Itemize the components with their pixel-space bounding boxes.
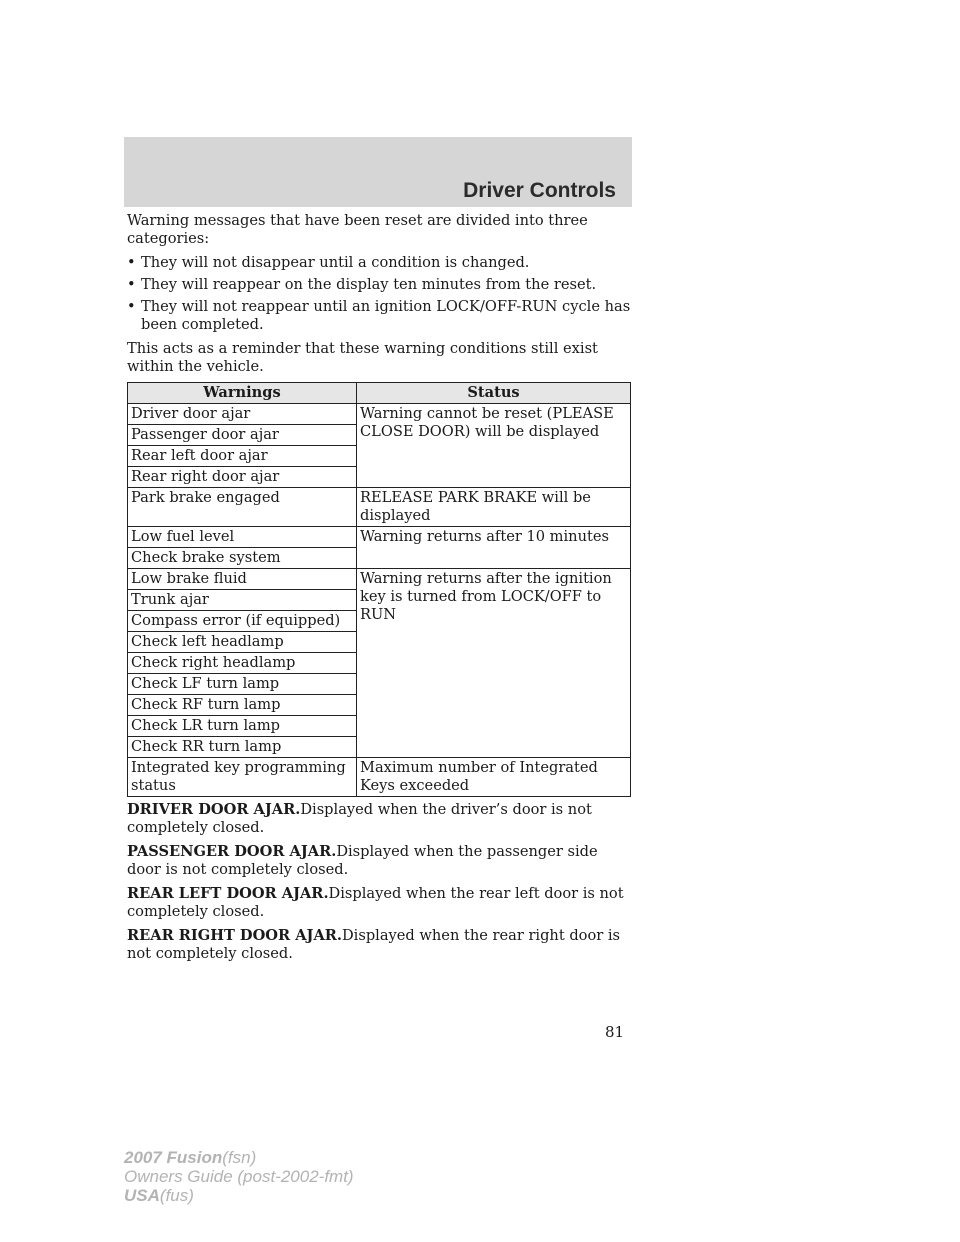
description-term: REAR RIGHT DOOR AJAR. — [127, 927, 342, 944]
description-text: Displayed when the driver’s door is not completely closed. — [127, 801, 592, 836]
page-number: 81 — [605, 1023, 625, 1041]
footer-model: 2007 Fusion — [124, 1148, 223, 1167]
status-cell: Warning returns after 10 minutes — [357, 527, 631, 569]
warnings-table — [127, 382, 631, 797]
description-text: Displayed when the rear left door is not completely closed. — [127, 885, 624, 920]
list-item: • They will not reappear until an ignition LOCK/OFF-RUN cycle has been completed. — [127, 298, 632, 334]
table-row — [128, 569, 631, 590]
column-header-status: Status — [357, 383, 631, 404]
list-item: • They will reappear on the display ten minutes from the reset. — [127, 276, 632, 294]
table-header-row — [128, 383, 631, 404]
page-content — [127, 212, 632, 969]
warning-cell: Park brake engaged — [128, 488, 357, 527]
warning-cell: Low fuel level — [128, 527, 357, 548]
description-driver-door — [127, 801, 632, 837]
table-row — [128, 527, 631, 548]
description-term: DRIVER DOOR AJAR. — [127, 801, 301, 818]
table-row — [128, 404, 631, 425]
list-item: • They will not disappear until a condition is changed. — [127, 254, 632, 272]
warning-cell: Driver door ajar — [128, 404, 357, 425]
footer-market: USA — [124, 1186, 160, 1205]
intro-paragraph: Warning messages that have been reset are divided into three categories: — [127, 212, 588, 247]
document-footer — [124, 1148, 354, 1205]
category-list — [127, 254, 632, 334]
description-text: Displayed when the rear right door is not completely closed. — [127, 927, 621, 962]
warning-cell: Trunk ajar — [128, 590, 357, 611]
column-header-warnings: Warnings — [128, 383, 357, 404]
reminder-paragraph: This acts as a reminder that these warning conditions still exist within the vehicle. — [127, 340, 598, 375]
section-title: Driver Controls — [463, 179, 616, 202]
description-rear-right-door — [127, 927, 632, 963]
footer-market-code: (fus) — [159, 1186, 194, 1205]
footer-line — [124, 1186, 354, 1205]
warning-cell: Check LR turn lamp — [128, 716, 357, 737]
warning-cell: Rear right door ajar — [128, 467, 357, 488]
warning-cell: Check left headlamp — [128, 632, 357, 653]
warning-cell: Check brake system — [128, 548, 357, 569]
status-cell: Warning cannot be reset (PLEASE CLOSE DOOR) will be displayed — [357, 404, 631, 488]
warning-cell: Check RF turn lamp — [128, 695, 357, 716]
status-cell: Maximum number of Integrated Keys exceeded — [357, 758, 631, 797]
description-term: REAR LEFT DOOR AJAR. — [127, 885, 329, 902]
table-row — [128, 758, 631, 797]
warning-cell: Low brake fluid — [128, 569, 357, 590]
warning-cell: Integrated key programming status — [128, 758, 357, 797]
description-text: Displayed when the passenger side door is not completely closed. — [127, 843, 598, 878]
warning-cell: Check right headlamp — [128, 653, 357, 674]
section-header-band — [124, 137, 632, 207]
table-row — [128, 488, 631, 527]
status-cell: RELEASE PARK BRAKE will be displayed — [357, 488, 631, 527]
description-term: PASSENGER DOOR AJAR. — [127, 843, 337, 860]
footer-model-code: (fsn) — [222, 1148, 257, 1167]
status-cell: Warning returns after the ignition key is turned from LOCK/OFF to RUN — [357, 569, 631, 758]
description-rear-left-door — [127, 885, 632, 921]
warning-cell: Check LF turn lamp — [128, 674, 357, 695]
footer-line — [124, 1148, 354, 1167]
description-passenger-door — [127, 843, 632, 879]
footer-line: Owners Guide (post-2002-fmt) — [124, 1167, 354, 1186]
warning-cell: Rear left door ajar — [128, 446, 357, 467]
warning-cell: Passenger door ajar — [128, 425, 357, 446]
warning-cell: Check RR turn lamp — [128, 737, 357, 758]
warning-cell: Compass error (if equipped) — [128, 611, 357, 632]
